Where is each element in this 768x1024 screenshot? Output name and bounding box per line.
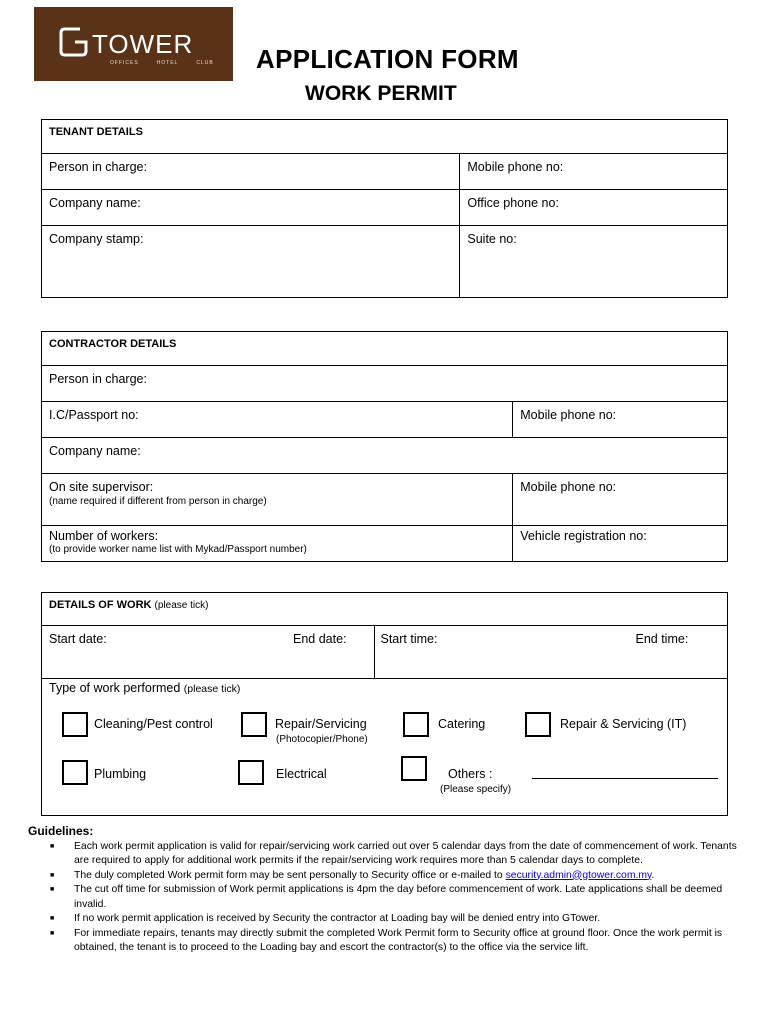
- workers-field[interactable]: [42, 526, 513, 562]
- date-cell[interactable]: [42, 626, 375, 679]
- end-time-label: End time:: [635, 632, 689, 646]
- tenant-office-phone-field[interactable]: Office phone no:: [460, 190, 728, 226]
- guidelines-list: [28, 840, 754, 956]
- gtower-logo: [34, 7, 233, 81]
- tenant-details-table: [41, 119, 728, 298]
- catering-label: Catering: [438, 717, 486, 731]
- repair-label: Repair/Servicing: [275, 717, 367, 731]
- plumbing-checkbox[interactable]: [62, 760, 88, 785]
- work-type-cell: [42, 679, 728, 816]
- supervisor-note: (name required if different from person in charge): [49, 496, 267, 507]
- tenant-details-header: TENANT DETAILS: [42, 120, 728, 154]
- contractor-person-field[interactable]: Person in charge:: [42, 366, 728, 402]
- tenant-stamp-field[interactable]: Company stamp:: [42, 226, 460, 298]
- repair-note: (Photocopier/Phone): [276, 734, 368, 745]
- workers-note: (to provide worker name list with Mykad/Passport number): [49, 544, 307, 555]
- logo-tagline: OFFICES HOTEL CLUB: [110, 60, 214, 66]
- start-time-label: Start time:: [380, 632, 438, 646]
- tenant-company-field[interactable]: Company name:: [42, 190, 460, 226]
- others-checkbox[interactable]: [401, 756, 427, 781]
- electrical-checkbox[interactable]: [238, 760, 264, 785]
- plumbing-label: Plumbing: [94, 767, 147, 781]
- work-type-label: Type of work performed (please tick): [49, 681, 241, 695]
- vehicle-registration-field[interactable]: Vehicle registration no:: [513, 526, 728, 562]
- supervisor-label: On site supervisor:: [49, 480, 154, 494]
- tenant-mobile-field[interactable]: Mobile phone no:: [460, 154, 728, 190]
- contractor-company-field[interactable]: Company name:: [42, 438, 728, 474]
- time-cell[interactable]: [374, 626, 728, 679]
- guideline-item: ■ If no work permit application is received by Security the contractor at Loading bay will be denied entry into GTower.: [28, 912, 754, 927]
- form-title: APPLICATION FORM: [256, 44, 519, 74]
- security-email-link[interactable]: security.admin@gtower.com.my: [505, 869, 652, 881]
- others-note: (Please specify): [440, 784, 512, 795]
- work-details-header: DETAILS OF WORK (please tick): [42, 593, 728, 626]
- supervisor-mobile-field[interactable]: Mobile phone no:: [513, 474, 728, 526]
- guidelines-title: Guidelines:: [28, 824, 94, 838]
- tenant-suite-field[interactable]: Suite no:: [460, 226, 728, 298]
- logo-wordmark: TOWER: [92, 29, 194, 59]
- work-details-table: [41, 592, 728, 816]
- guideline-item: ■ For immediate repairs, tenants may directly submit the completed Work Permit form to Security office at ground floor. Once the work permit is obtained, the tenant is to proceed to the Loading bay and escort the contractor(s) to the office via the service lift.: [28, 927, 754, 956]
- contractor-details-header: CONTRACTOR DETAILS: [42, 332, 728, 366]
- others-label: Others :: [448, 767, 493, 781]
- end-date-label: End date:: [293, 632, 347, 646]
- repair-it-checkbox[interactable]: [525, 712, 551, 737]
- others-specify-line[interactable]: [532, 778, 718, 779]
- catering-checkbox[interactable]: [403, 712, 429, 737]
- repair-it-label: Repair & Servicing (IT): [560, 717, 687, 731]
- repair-checkbox[interactable]: [241, 712, 267, 737]
- contractor-mobile-field[interactable]: Mobile phone no:: [513, 402, 728, 438]
- contractor-ic-field[interactable]: I.C/Passport no:: [42, 402, 513, 438]
- guideline-item: ■ The duly completed Work permit form may be sent personally to Security office or e-mailed to security.admin@gtower.com.my.: [28, 869, 754, 884]
- electrical-label: Electrical: [276, 767, 327, 781]
- cleaning-label: Cleaning/Pest control: [94, 717, 213, 731]
- tenant-person-field[interactable]: Person in charge:: [42, 154, 460, 190]
- guideline-item: ■ The cut off time for submission of Work permit applications is 4pm the day before commencement of work. Late applications shall be deemed invalid.: [28, 883, 754, 912]
- g-logo-icon: [58, 25, 92, 59]
- supervisor-field[interactable]: [42, 474, 513, 526]
- form-subtitle: WORK PERMIT: [305, 82, 457, 105]
- workers-label: Number of workers:: [49, 529, 159, 543]
- start-date-label: Start date:: [49, 632, 107, 646]
- guideline-item: ■ Each work permit application is valid for repair/servicing work carried out over 5 calendar days from the date of commencement of work. Tenants are required to apply for additional work permits if the repair/servicing work requires more than 5 calendar days to complete.: [28, 840, 754, 869]
- guidelines-section: [28, 824, 754, 956]
- contractor-details-table: [41, 331, 728, 562]
- cleaning-checkbox[interactable]: [62, 712, 88, 737]
